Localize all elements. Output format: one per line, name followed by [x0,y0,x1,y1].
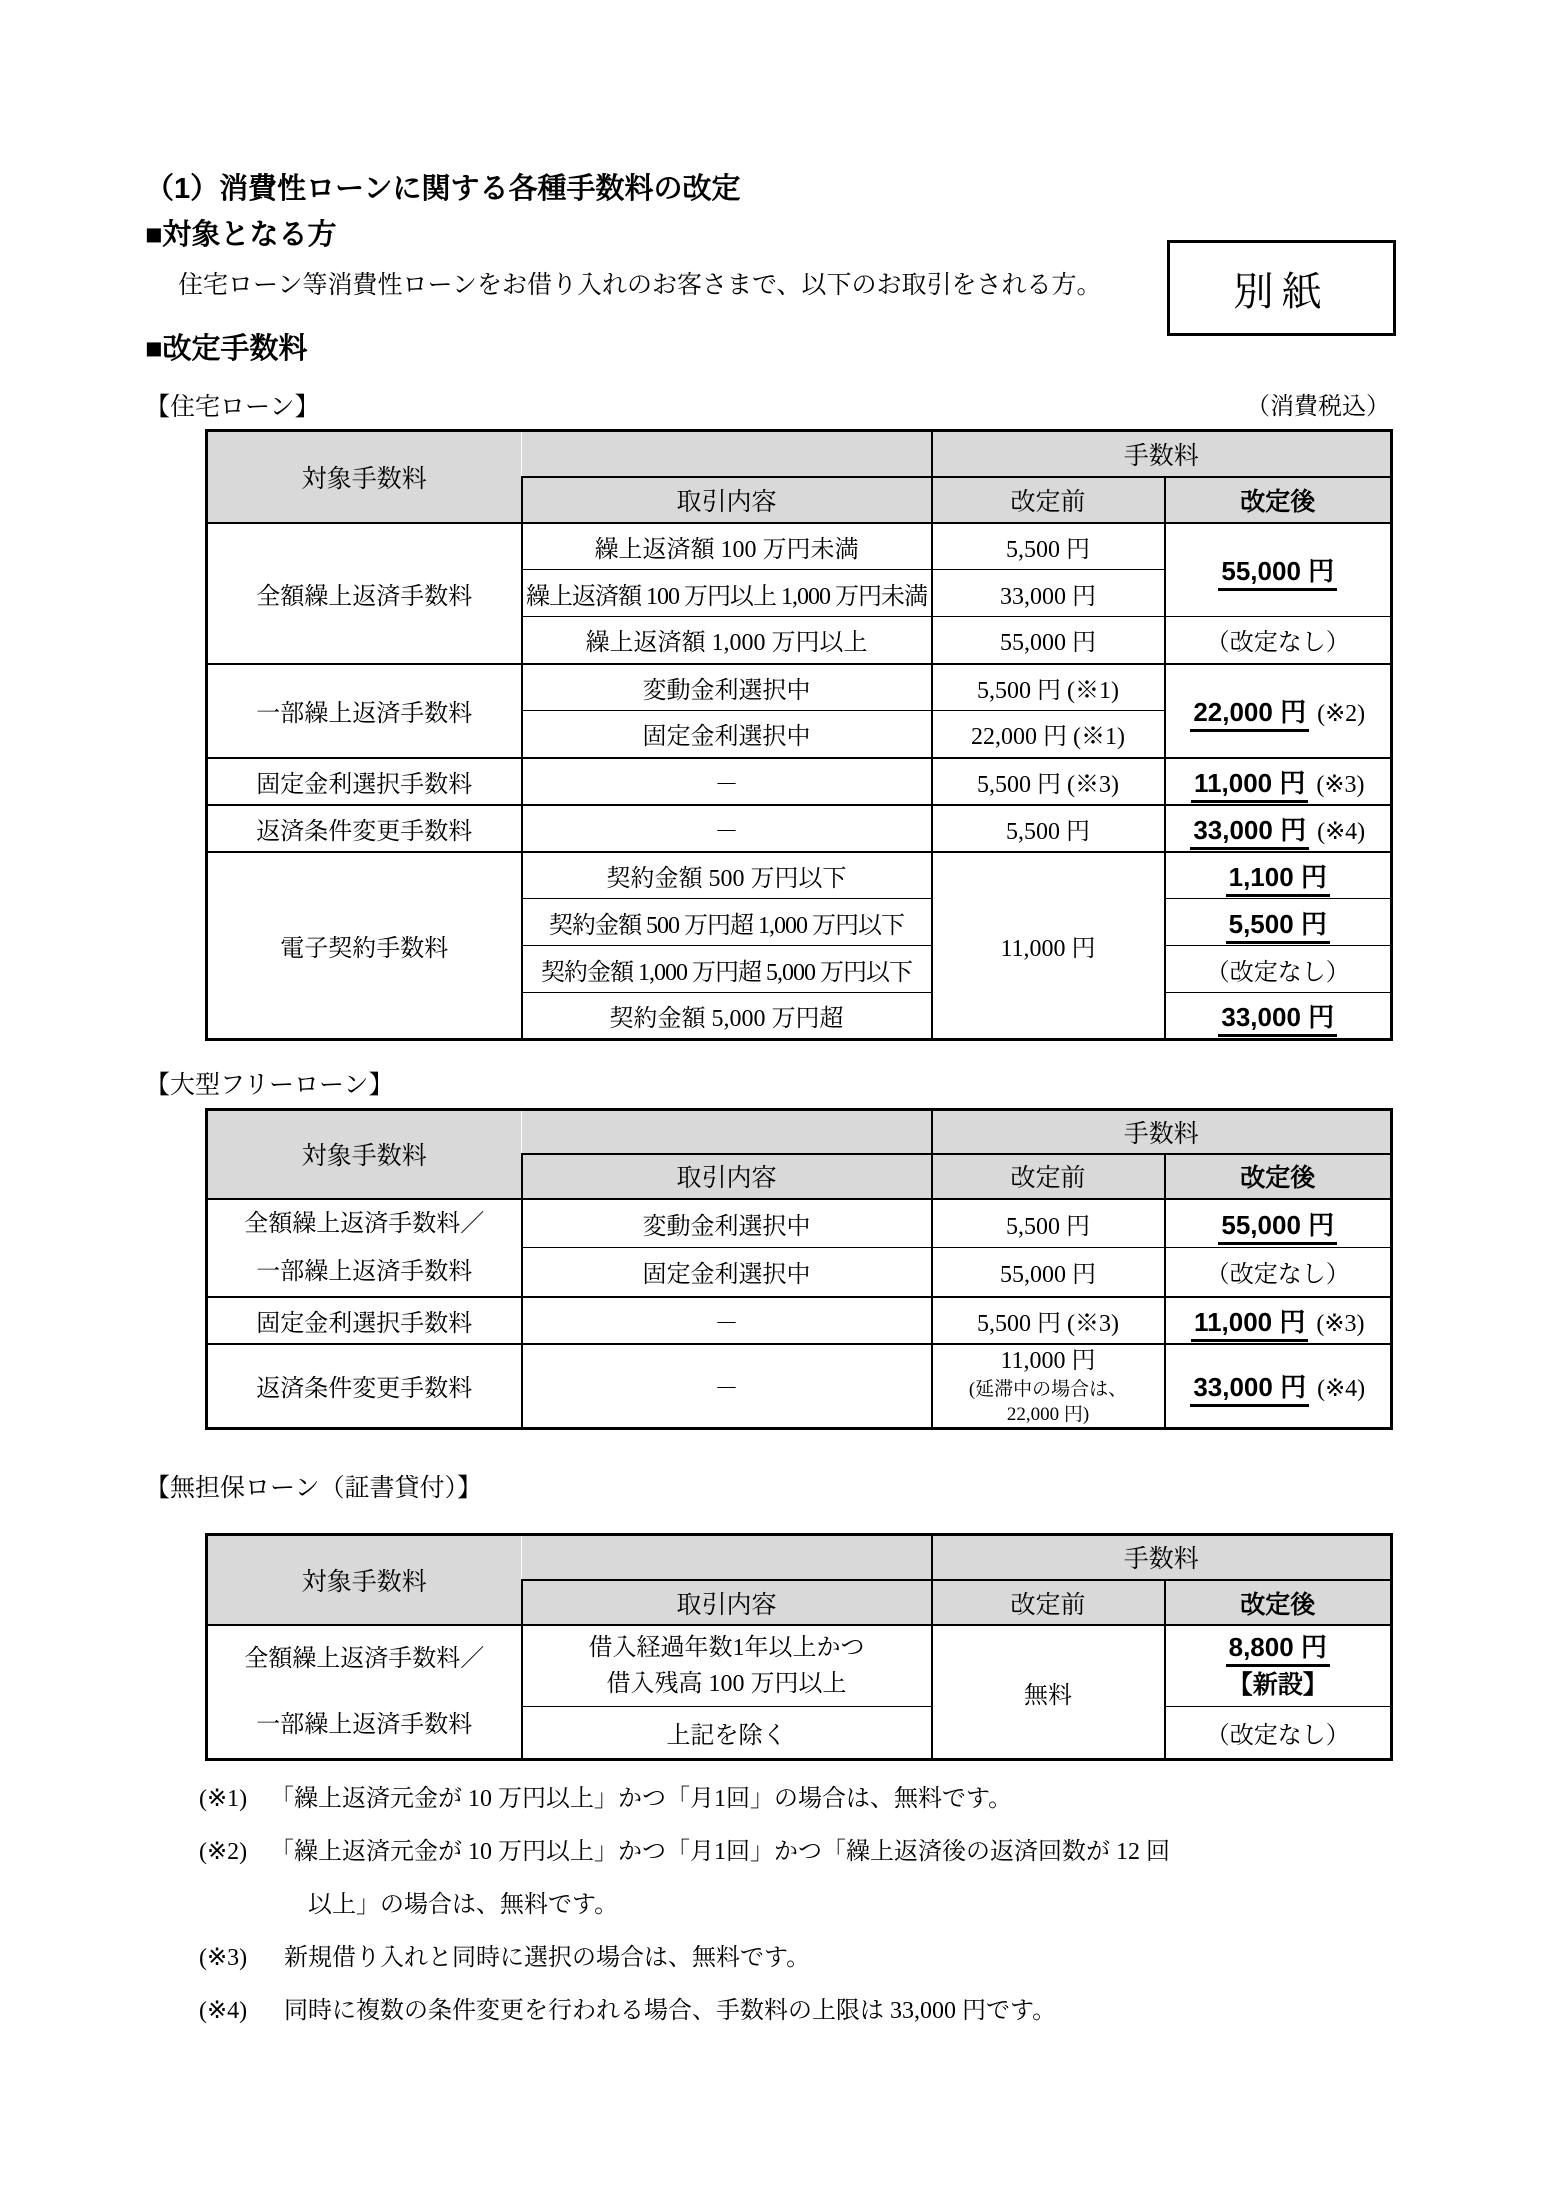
before-fee-cell: 5,500 円 [932,1199,1165,1248]
fee-table-housing [205,429,1393,1041]
footnote-marker: (※3) [199,1945,248,1971]
after-fee-cell [1165,805,1392,852]
footnote [199,1932,1552,1985]
footnote-text [270,1826,1552,1932]
transaction-line: 借入残高 100 万円以上 [606,1671,847,1697]
header-before: 改定前 [932,477,1165,523]
footnote [199,1773,1552,1826]
section-heading-target: ■対象となる方 [145,219,337,251]
after-fee-cell [1165,993,1392,1040]
fee-category-cell: 返済条件変更手数料 [207,1344,522,1429]
fee-category-line: 一部繰上返済手数料 [256,1712,473,1738]
transaction-cell: － [522,1297,932,1344]
header-before: 改定前 [932,1154,1165,1199]
revised-amount: 5,500 円 [1226,909,1330,944]
before-fee-cell: 55,000 円 [932,617,1165,664]
fee-category-cell: 固定金利選択手数料 [207,1297,522,1344]
before-fee-cell: 5,500 円 [932,523,1165,570]
fee-category-cell [207,1625,522,1760]
housing-caption-row [145,391,1390,424]
before-fee-cell: 5,500 円 (※3) [932,1297,1165,1344]
header-spacer-cell [522,1534,932,1580]
transaction-cell: 繰上返済額 100 万円未満 [522,523,932,570]
header-fee: 手数料 [932,431,1392,477]
tax-included-note: （消費税込） [1246,394,1390,420]
before-fee-cell [932,1344,1165,1429]
table-row [207,1297,1392,1344]
transaction-cell: 契約金額 500 万円超 1,000 万円以下 [522,899,932,946]
revised-amount: 22,000 円 [1190,697,1309,732]
fee-category-cell: 全額繰上返済手数料 [207,523,522,664]
after-fee-cell: （改定なし） [1165,946,1392,993]
transaction-cell: 上記を除く [522,1707,932,1760]
table-row [207,1199,1392,1248]
attachment-tag-label: 別紙 [1233,268,1330,314]
revised-amount: 1,100 円 [1226,862,1330,897]
before-fee-cell: 22,000 円 (※1) [932,711,1165,758]
before-fee-cell: 5,500 円 (※3) [932,758,1165,805]
revised-amount: 33,000 円 [1190,815,1309,850]
after-fee-cell: （改定なし） [1165,617,1392,664]
header-after: 改定後 [1165,1580,1392,1625]
fee-category-line: 全額繰上返済手数料／ [244,1646,485,1672]
after-fee-cell [1165,523,1392,617]
footnote-line: 以上」の場合は、無料です。 [308,1892,619,1918]
after-fee-cell [1165,664,1392,758]
table-row [207,664,1392,711]
after-fee-cell: （改定なし） [1165,1248,1392,1297]
before-fee-cell: 5,500 円 [932,805,1165,852]
before-fee-cell: 33,000 円 [932,570,1165,617]
footnote [199,1985,1552,2038]
transaction-cell: － [522,1344,932,1429]
header-after: 改定後 [1165,477,1392,523]
fee-table-unsecured [205,1533,1393,1762]
header-transaction: 取引内容 [522,1580,932,1625]
footnote-marker: (※4) [199,1998,248,2024]
before-fee-cell: 5,500 円 (※1) [932,664,1165,711]
table-row [207,1344,1392,1429]
fee-category-cell: 一部繰上返済手数料 [207,664,522,758]
after-fee-cell [1165,852,1392,899]
revised-amount: 11,000 円 [1191,1307,1308,1342]
before-fee-sub: (延滞中の場合は、 [968,1378,1128,1400]
after-fee-cell [1165,758,1392,805]
transaction-cell: 契約金額 1,000 万円超 5,000 万円以下 [522,946,932,993]
fee-category-cell: 返済条件変更手数料 [207,805,522,852]
table-row [207,758,1392,805]
header-target-fee: 対象手数料 [207,431,522,523]
fee-category-cell: 電子契約手数料 [207,852,522,1040]
revised-note: (※4) [1317,1376,1366,1402]
revised-note: (※3) [1316,771,1365,798]
transaction-cell: 契約金額 500 万円以下 [522,852,932,899]
revised-note: (※2) [1317,701,1366,727]
table-caption-unsecured: 【無担保ローン（証書貸付）】 [145,1474,483,1502]
fee-category-line: 一部繰上返済手数料 [256,1258,473,1285]
before-fee-cell: 55,000 円 [932,1248,1165,1297]
table-caption-freeloan: 【大型フリーローン】 [145,1072,394,1099]
fee-table-freeloan [205,1108,1393,1430]
after-fee-cell [1165,1199,1392,1248]
transaction-cell: 契約金額 5,000 万円超 [522,993,932,1040]
page-title: （1）消費性ローンに関する各種手数料の改定 [145,173,741,205]
transaction-cell: 繰上返済額 100 万円以上 1,000 万円未満 [522,570,932,617]
header-target-fee: 対象手数料 [207,1110,522,1199]
before-fee-cell: 無料 [932,1625,1165,1760]
after-fee-cell: （改定なし） [1165,1707,1392,1760]
transaction-cell: 変動金利選択中 [522,664,932,711]
footnote [199,1826,1552,1932]
footnote-marker: (※1) [199,1786,248,1812]
transaction-line: 借入経過年数1年以上かつ [588,1635,865,1661]
header-after: 改定後 [1165,1154,1392,1199]
revised-amount: 11,000 円 [1191,768,1308,803]
transaction-cell: － [522,805,932,852]
header-spacer-cell [522,431,932,477]
header-before: 改定前 [932,1580,1165,1625]
revised-amount: 33,000 円 [1190,1372,1309,1407]
header-transaction: 取引内容 [522,477,932,523]
table-row [207,523,1392,570]
header-target-fee: 対象手数料 [207,1534,522,1625]
fee-category-cell: 固定金利選択手数料 [207,758,522,805]
attachment-tag [1167,240,1396,336]
before-fee-cell: 11,000 円 [932,852,1165,1040]
intro-text: 住宅ローン等消費性ローンをお借り入れのお客さまで、以下のお取引をされる方。 [178,272,1102,299]
revised-amount: 33,000 円 [1218,1002,1337,1037]
transaction-cell [522,1625,932,1707]
table-row [207,852,1392,899]
revised-note: (※4) [1317,818,1366,845]
transaction-cell: 繰上返済額 1,000 万円以上 [522,617,932,664]
footnotes [199,1773,1552,2038]
footnote-text: 「繰上返済元金が 10 万円以上」かつ「月1回」の場合は、無料です。 [270,1786,1013,1812]
revised-amount: 8,800 円 [1226,1632,1330,1667]
fee-category-cell [207,1199,522,1297]
transaction-cell: － [522,758,932,805]
fee-category-line: 全額繰上返済手数料／ [244,1210,485,1237]
table-caption-housing: 【住宅ローン】 [145,394,320,421]
header-fee: 手数料 [932,1534,1392,1580]
footnote-text: 同時に複数の条件変更を行われる場合、手数料の上限は 33,000 円です。 [284,1998,1057,2024]
header-transaction: 取引内容 [522,1154,932,1199]
footnote-text: 新規借り入れと同時に選択の場合は、無料です。 [284,1945,811,1971]
header-spacer-cell [522,1110,932,1154]
section-heading-fees: ■改定手数料 [145,333,308,365]
transaction-cell: 固定金利選択中 [522,711,932,758]
transaction-cell: 変動金利選択中 [522,1199,932,1248]
header-fee: 手数料 [932,1110,1392,1154]
table-row [207,1625,1392,1707]
revised-note: (※3) [1316,1310,1365,1337]
transaction-cell: 固定金利選択中 [522,1248,932,1297]
after-fee-cell [1165,1344,1392,1429]
before-fee-sub: 22,000 円) [1006,1403,1090,1425]
after-fee-cell [1165,1625,1392,1707]
table-row [207,805,1392,852]
footnote-line: 「繰上返済元金が 10 万円以上」かつ「月1回」かつ「繰上返済後の返済回数が 12 回 [270,1839,1170,1865]
revised-amount: 55,000 円 [1218,556,1337,591]
after-fee-cell [1165,899,1392,946]
before-fee-main: 11,000 円 [1000,1347,1096,1374]
after-fee-cell [1165,1297,1392,1344]
new-fee-tag: 【新設】 [1227,1671,1328,1699]
footnote-marker: (※2) [199,1839,248,1865]
revised-amount: 55,000 円 [1218,1210,1337,1245]
